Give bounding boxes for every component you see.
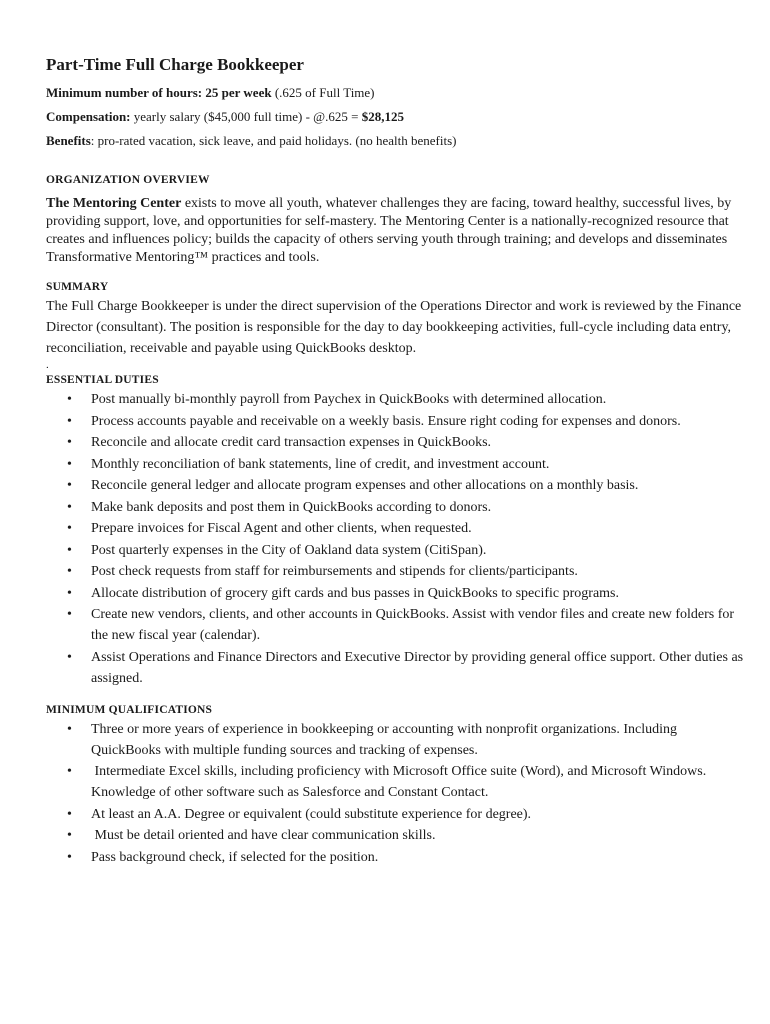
min-qualifications-list <box>46 719 746 868</box>
org-name: The Mentoring Center <box>46 196 182 211</box>
bullet-icon: • <box>67 649 72 665</box>
benefits-line <box>46 132 746 149</box>
min-hours-detail: (.625 of Full Time) <box>271 85 375 100</box>
list-item: • Three or more years of experience in bookkeeping or accounting with nonprofit organizations. Including QuickBooks with multiple funding sources and tracking of expenses. <box>46 719 746 761</box>
min-hours-line <box>46 84 746 101</box>
compensation-amount: $28,125 <box>361 109 404 124</box>
compensation-detail: yearly salary ($45,000 full time) - @.625 = <box>130 109 362 124</box>
document-page <box>46 54 746 868</box>
list-item: • Post manually bi-monthly payroll from Paychex in QuickBooks with determined allocation. <box>46 389 746 410</box>
list-item: • Post quarterly expenses in the City of Oakland data system (CitiSpan). <box>46 540 746 561</box>
list-item: • Make bank deposits and post them in QuickBooks according to donors. <box>46 497 746 518</box>
bullet-icon: • <box>67 478 72 493</box>
bullet-icon: • <box>67 499 72 515</box>
bullet-icon: • <box>67 585 72 601</box>
summary-heading: SUMMARY <box>46 281 109 293</box>
list-item: • At least an A.A. Degree or equivalent (could substitute experience for degree). <box>46 804 746 825</box>
bullet-icon: • <box>67 413 72 429</box>
min-hours-label: Minimum number of hours: 25 per week <box>46 85 272 100</box>
benefits-label: Benefits <box>46 133 91 148</box>
bullet-icon: • <box>67 435 72 450</box>
essential-duties-list <box>46 389 746 689</box>
essential-duties-heading: ESSENTIAL DUTIES <box>46 374 159 386</box>
bullet-icon: • <box>67 456 72 472</box>
list-item: • Intermediate Excel skills, including proficiency with Microsoft Office suite (Word), and Microsoft Windows. Knowledge of other software such as Salesforce and Constant Contact. <box>46 761 746 803</box>
list-item: • Allocate distribution of grocery gift cards and bus passes in QuickBooks to specific programs. <box>46 583 746 604</box>
bullet-icon: • <box>67 764 72 779</box>
summary-text: The Full Charge Bookkeeper is under the direct supervision of the Operations Director and work is reviewed by the Finance Director (consultant). The position is responsible for the day to day bookkeeping activities, full-cycle including data entry, reconciliation, receivable and payable using QuickBooks desktop. <box>46 299 742 356</box>
bullet-icon: • <box>67 607 72 622</box>
min-qualifications-heading: MINIMUM QUALIFICATIONS <box>46 703 213 716</box>
benefits-detail: : pro-rated vacation, sick leave, and paid holidays. (no health benefits) <box>90 133 457 148</box>
bullet-icon: • <box>67 806 72 822</box>
list-item: • Create new vendors, clients, and other accounts in QuickBooks. Assist with vendor files and create new folders for the new fiscal year (calendar). <box>46 604 746 646</box>
bullet-icon: • <box>67 542 72 558</box>
job-title: Part-Time Full Charge Bookkeeper <box>46 55 304 74</box>
bullet-icon: • <box>67 392 72 407</box>
list-item: • Post check requests from staff for reimbursements and stipends for clients/participants. <box>46 561 746 582</box>
list-item: • Pass background check, if selected for the position. <box>46 847 746 868</box>
list-item: • Assist Operations and Finance Directors and Executive Director by providing general office support. Other duties as assigned. <box>46 647 746 689</box>
summary-trailing-dot: . <box>46 359 49 371</box>
org-overview-heading: ORGANIZATION OVERVIEW <box>46 174 210 186</box>
org-overview-text <box>46 195 746 267</box>
list-item: • Reconcile and allocate credit card transaction expenses in QuickBooks. <box>46 432 746 453</box>
bullet-icon: • <box>67 564 72 579</box>
list-item: • Process accounts payable and receivable on a weekly basis. Ensure right coding for expenses and donors. <box>46 411 746 432</box>
bullet-icon: • <box>67 721 72 737</box>
list-item: • Reconcile general ledger and allocate program expenses and other allocations on a monthly basis. <box>46 475 746 496</box>
bullet-icon: • <box>67 849 72 865</box>
bullet-icon: • <box>67 521 72 536</box>
list-item: • Must be detail oriented and have clear communication skills. <box>46 825 746 846</box>
bullet-icon: • <box>67 828 72 843</box>
list-item: • Monthly reconciliation of bank statements, line of credit, and investment account. <box>46 454 746 475</box>
compensation-label: Compensation: <box>46 109 131 124</box>
org-overview-body: exists to move all youth, whatever challenges they are facing, toward healthy, successful lives, by providing support, love, and opportunities for self-mastery. The Mentoring Center is a nationally-recognized resource that creates and influences policy; builds the capacity of others serving youth through training; and develops and disseminates Transformative Mentoring™ practices and tools. <box>46 196 732 265</box>
list-item: • Prepare invoices for Fiscal Agent and other clients, when requested. <box>46 518 746 539</box>
compensation-line <box>46 108 746 125</box>
